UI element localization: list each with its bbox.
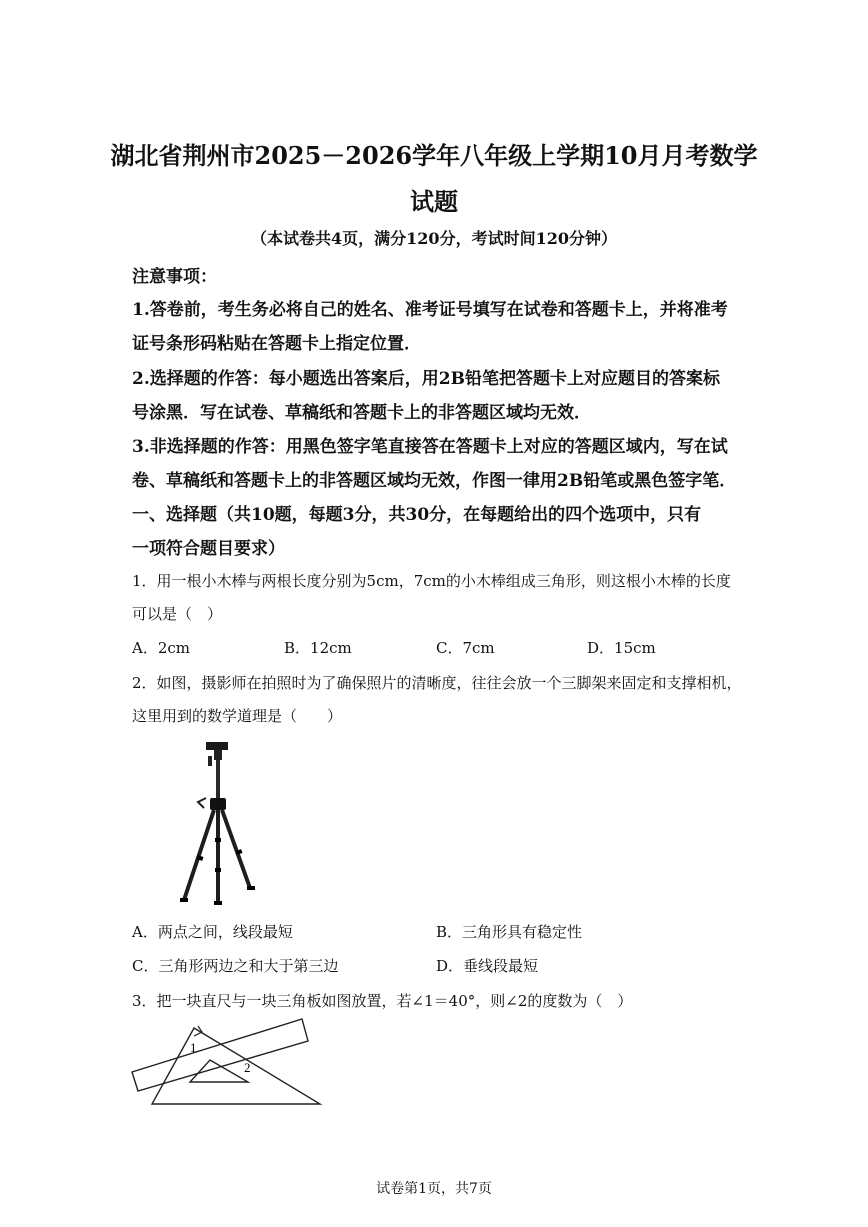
q2-option-d: D．垂线段最短 [436,957,539,975]
q3-stem: 3．把一块直尺与一块三角板如图放置，若∠1＝40°，则∠2的度数为（ ） [132,992,633,1010]
triangle-inner [190,1060,248,1082]
ruler-triangle-figure [128,1016,328,1110]
q2-option-b: B．三角形具有稳定性 [436,923,583,941]
note-3-line1: 3.非选择题的作答：用黑色签字笔直接答在答题卡上对应的答题区域内，写在试 [132,437,728,457]
section1-heading-line2: 一项符合题目要求） [132,539,285,559]
note-3-line2: 卷、草稿纸和答题卡上的非答题区域均无效，作图一律用2B铅笔或黑色签字笔． [132,471,737,491]
exam-subtitle: （本试卷共4页，满分120分，考试时间120分钟） [251,229,617,248]
angle-2-label: 2 [244,1060,251,1075]
note-2-line1: 2.选择题的作答：每小题选出答案后，用2B铅笔把答题卡上对应题目的答案标 [132,369,720,389]
note-1-line2: 证号条形码粘贴在答题卡上指定位置． [132,334,421,354]
q2-option-c: C．三角形两边之和大于第三边 [132,957,339,975]
q1-option-b: B．12cm [284,639,352,657]
q1-option-c: C．7cm [436,639,495,657]
exam-title-line1: 湖北省荆州市2025－2026学年八年级上学期10月月考数学 [110,141,758,170]
q2-stem-line1: 2．如图，摄影师在拍照时为了确保照片的清晰度，往往会放一个三脚架来固定和支撑相机， [132,674,742,692]
angle-1-label: 1 [190,1040,197,1055]
section1-heading-line1: 一、选择题（共10题，每题3分，共30分，在每题给出的四个选项中，只有 [132,505,702,525]
q1-stem-line2: 可以是（ ） [132,605,223,623]
q1-option-a: A．2cm [132,639,191,657]
q1-option-d: D．15cm [587,639,656,657]
tripod-image [170,738,270,910]
q1-stem-line1: 1．用一根小木棒与两根长度分别为5cm，7cm的小木棒组成三角形，则这根小木棒的长度 [132,572,731,590]
note-1-line1: 1.答卷前，考生务必将自己的姓名、准考证号填写在试卷和答题卡上，并将准考 [132,300,728,320]
q2-stem-line2: 这里用到的数学道理是（ ） [132,707,343,725]
note-2-line2: 号涂黑．写在试卷、草稿纸和答题卡上的非答题区域均无效． [132,403,591,423]
exam-title-line2: 试题 [410,187,458,216]
q2-option-a: A．两点之间，线段最短 [132,923,293,941]
notes-heading: 注意事项： [132,267,217,287]
page-footer: 试卷第1页，共7页 [376,1181,492,1197]
